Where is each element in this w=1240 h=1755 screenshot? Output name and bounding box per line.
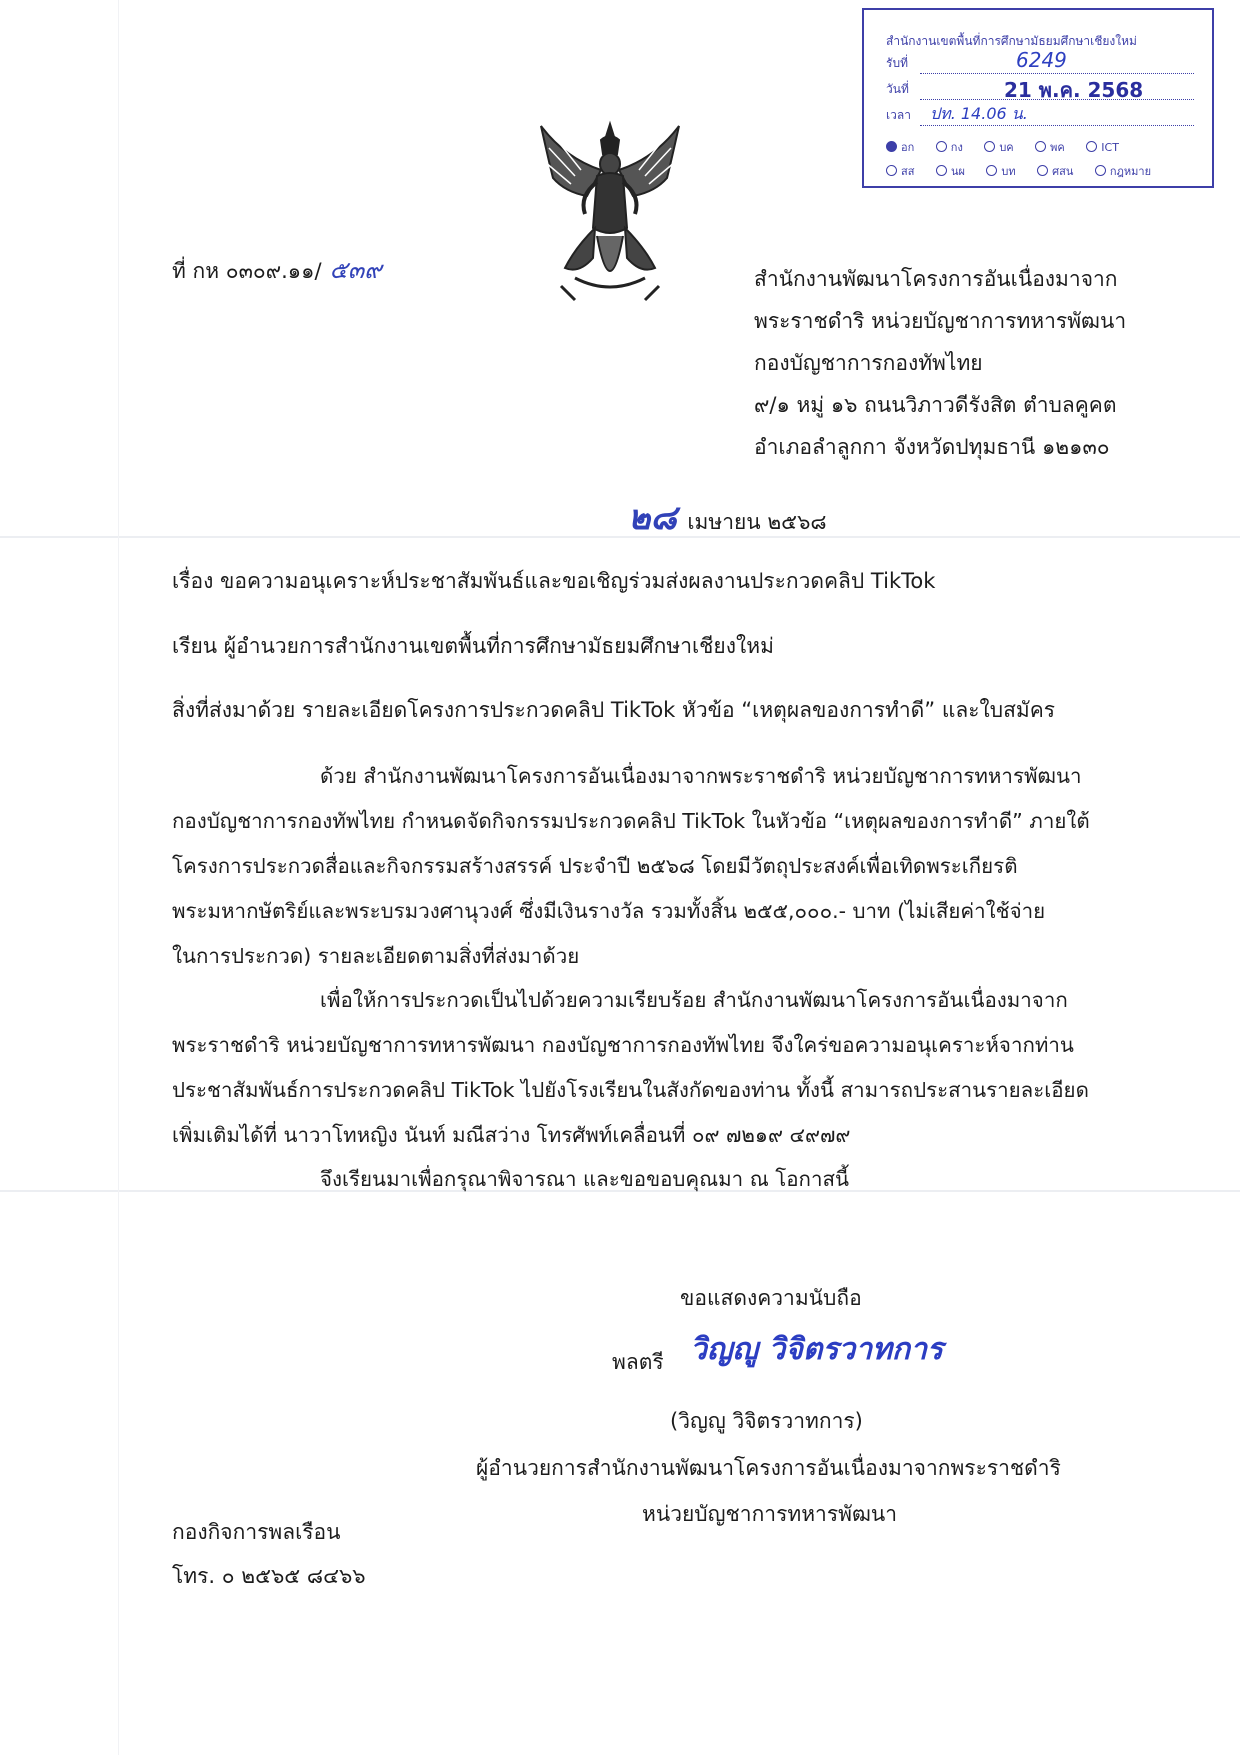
stamp-checkbox-row-2: สส นผ บท ศสน กฎหมาย (886, 162, 1151, 180)
signer-name: (วิญญู วิจิตรวาทการ) (670, 1409, 863, 1433)
paragraph-2-line: พระราชดำริ หน่วยบัญชาการทหารพัฒนา กองบัญชาการกองทัพไทย จึงใคร่ขอความอนุเคราะห์จากท่าน (172, 1033, 1074, 1057)
reference-prefix: ที่ (172, 259, 186, 283)
stamp-time-value: ปท. 14.06 น. (930, 104, 1028, 123)
date-handwritten-day: ๒๘ (628, 498, 677, 538)
stamp-office: สำนักงานเขตพื้นที่การศึกษามัธยมศึกษาเชียงใหม่ (886, 34, 1137, 48)
department-name: กองกิจการพลเรือน (172, 1520, 341, 1544)
fold-line (118, 0, 119, 1755)
address-line: อำเภอลำลูกกา จังหวัดปทุมธานี ๑๒๑๓๐ (754, 435, 1110, 459)
paragraph-1-line: กองบัญชาการกองทัพไทย กำหนดจัดกิจกรรมประกวดคลิป TikTok ในหัวข้อ “เหตุผลของการทำดี” ภายใต้ (172, 809, 1090, 833)
address-line: ๙/๑ หมู่ ๑๖ ถนนวิภาวดีรังสิต ตำบลคูคต (754, 393, 1117, 417)
stamp-received-number: 6249 (1016, 48, 1067, 72)
reference-handwritten-number: ๕๓๙ (329, 256, 382, 284)
signer-rank: พลตรี (612, 1350, 664, 1374)
recipient-line: เรียน ผู้อำนวยการสำนักงานเขตพื้นที่การศึกษามัธยมศึกษาเชียงใหม่ (172, 634, 774, 658)
paragraph-2-line: เพิ่มเติมได้ที่ นาวาโทหญิง นันท์ มณีสว่าง โทรศัพท์เคลื่อนที่ ๐๙ ๗๒๑๙ ๔๙๗๙ (172, 1123, 851, 1147)
date-month-year: เมษายน ๒๕๖๘ (687, 510, 827, 534)
closing-sentence: จึงเรียนมาเพื่อกรุณาพิจารณา และขอขอบคุณมา ณ โอกาสนี้ (320, 1167, 849, 1191)
stamp-time-row (886, 106, 1204, 128)
paragraph-2-line: ประชาสัมพันธ์การประกวดคลิป TikTok ไปยังโรงเรียนในสังกัดของท่าน ทั้งนี้ สามารถประสานรายละเอียด (172, 1078, 1089, 1102)
paragraph-1-line: พระมหากษัตริย์และพระบรมวงศานุวงศ์ ซึ่งมีเงินรางวัล รวมทั้งสิ้น ๒๕๕,๐๐๐.- บาท (ไม่เสียค่าใช้จ่าย (172, 899, 1046, 923)
paragraph-1-line: โครงการประกวดสื่อและกิจกรรมสร้างสรรค์ ประจำปี ๒๕๖๘ โดยมีวัตถุประสงค์เพื่อเทิดพระเกียรติ (172, 854, 1018, 878)
paragraph-1-line: ด้วย สำนักงานพัฒนาโครงการอันเนื่องมาจากพระราชดำริ หน่วยบัญชาการทหารพัฒนา (320, 764, 1082, 788)
handwritten-signature: วิญญู วิจิตรวาทการ (690, 1332, 944, 1367)
stamp-time-label: เวลา (886, 108, 911, 122)
paragraph-2-line: เพื่อให้การประกวดเป็นไปด้วยความเรียบร้อย สำนักงานพัฒนาโครงการอันเนื่องมาจาก (320, 988, 1068, 1012)
stamp-date-value: 21 พ.ค. 2568 (1004, 78, 1144, 102)
stamp-date-row (886, 80, 1204, 102)
stamp-received-row (886, 48, 1204, 76)
signer-title: ผู้อำนวยการสำนักงานพัฒนาโครงการอันเนื่องมาจากพระราชดำริ (476, 1456, 1061, 1480)
sender-address (754, 258, 1126, 468)
document-date (628, 490, 827, 544)
enclosure-line: สิ่งที่ส่งมาด้วย รายละเอียดโครงการประกวดคลิป TikTok หัวข้อ “เหตุผลของการทำดี” และใบสมัคร (172, 698, 1056, 722)
reference-number: กห ๐๓๐๙.๑๑/ (192, 259, 322, 283)
received-stamp (862, 8, 1214, 188)
subject-line: เรื่อง ขอความอนุเคราะห์ประชาสัมพันธ์และขอเชิญร่วมส่งผลงานประกวดคลิป TikTok (172, 569, 936, 593)
stamp-date-label: วันที่ (886, 82, 909, 96)
stamp-checkbox-row-1: อก กง บค พค ICT (886, 138, 1119, 156)
address-line: สำนักงานพัฒนาโครงการอันเนื่องมาจาก (754, 267, 1118, 291)
paragraph-1-line: ในการประกวด) รายละเอียดตามสิ่งที่ส่งมาด้วย (172, 944, 580, 968)
address-line: กองบัญชาการกองทัพไทย (754, 351, 983, 375)
department-phone: โทร. ๐ ๒๕๖๕ ๘๔๖๖ (172, 1564, 366, 1588)
stamp-received-label: รับที่ (886, 56, 908, 70)
garuda-emblem (535, 118, 685, 306)
address-line: พระราชดำริ หน่วยบัญชาการทหารพัฒนา (754, 309, 1127, 333)
document-reference (172, 250, 382, 289)
fold-line (0, 536, 1240, 538)
signer-unit: หน่วยบัญชาการทหารพัฒนา (642, 1502, 898, 1526)
complimentary-close: ขอแสดงความนับถือ (680, 1286, 862, 1310)
